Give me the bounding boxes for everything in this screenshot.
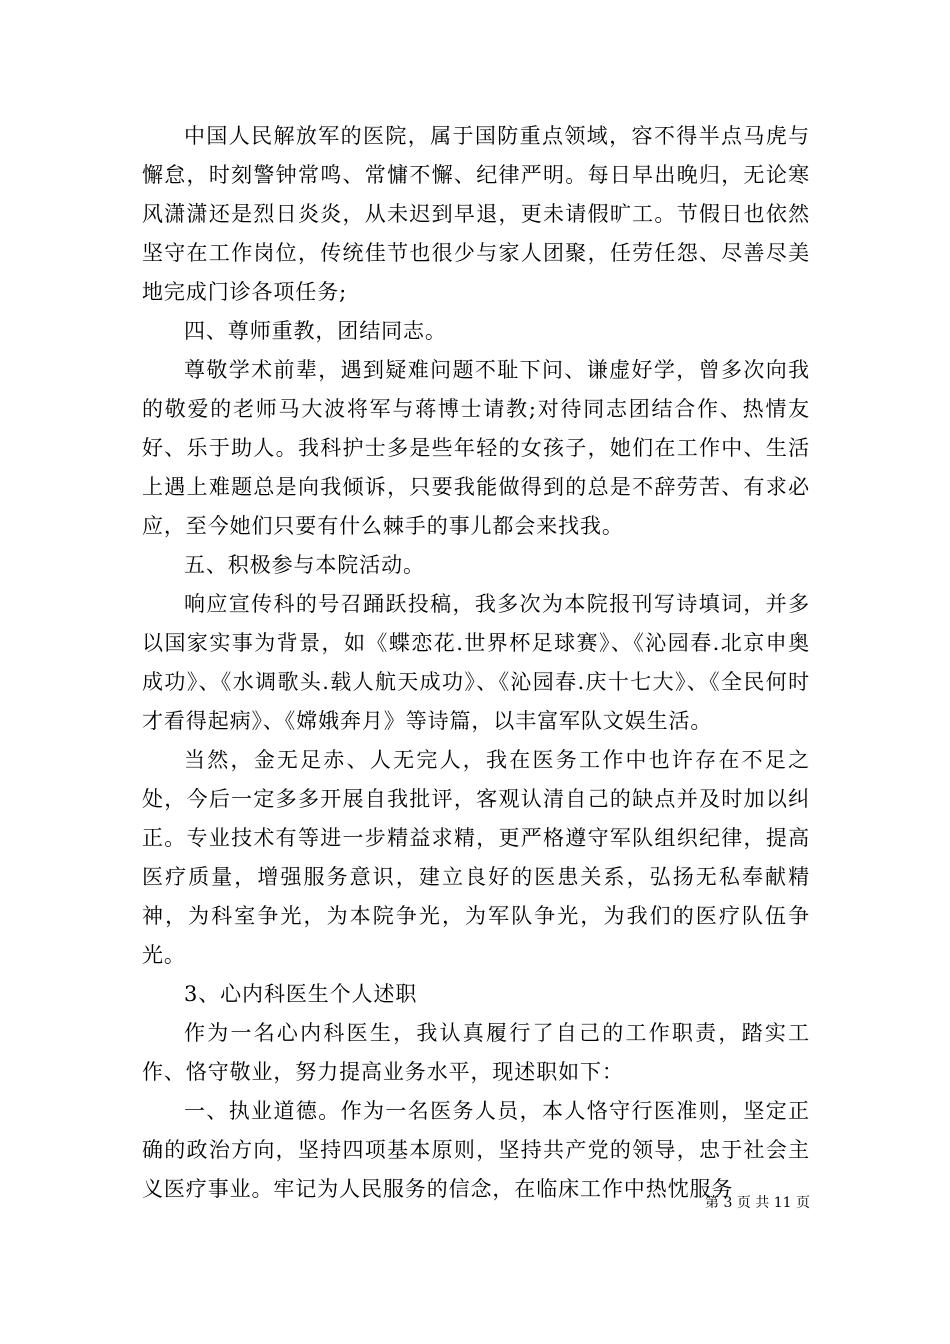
- section-heading-cardiology-report: 3、心内科医生个人述职: [184, 982, 418, 1006]
- paragraph-hospital-activities: 响应宣传科的号召踊跃投稿，我多次为本院报刊写诗填词，并多以国家实事为背景，如《蝶恋花.世界杯足球赛》、《沁园春.北京申奥成功》、《水调歌头.载人航天成功》、《沁园春.庆十七大》、《全民何时才看得起病》、《嫦娥奔月》等诗篇，以丰富军队文娱生活。: [142, 592, 810, 733]
- paragraph-cardiology-intro: 作为一名心内科医生，我认真履行了自己的工作职责，踏实工作、恪守敬业，努力提高业务水平，现述职如下：: [142, 1021, 810, 1084]
- paragraph-respect-teachers: 尊敬学术前辈，遇到疑难问题不耻下问、谦虚好学，曾多次向我的敬爱的老师马大波将军与蒋博士请教;对待同志团结合作、热情友好、乐于助人。我科护士多是些年轻的女孩子，她们在工作中、生活上遇上难题总是向我倾诉，只要我能做得到的总是不辞劳苦、有求必应，至今她们只要有什么棘手的事儿都会来找我。: [142, 358, 810, 538]
- document-body: [142, 117, 810, 1209]
- paragraph-discipline: 中国人民解放军的医院，属于国防重点领域，容不得半点马虎与懈怠，时刻警钟常鸣、常慵不懈、纪律严明。每日早出晚归，无论寒风潇潇还是烈日炎炎，从未迟到早退，更未请假旷工。节假日也依然坚守在工作岗位，传统佳节也很少与家人团聚，任劳任怨、尽善尽美地完成门诊各项任务;: [142, 124, 810, 304]
- page-number: 第 3 页 共 11 页: [705, 1195, 810, 1211]
- paragraph-self-criticism: 当然，金无足赤、人无完人，我在医务工作中也许存在不足之处，今后一定多多开展自我批评，客观认清自己的缺点并及时加以纠正。专业技术有等进一步精益求精，更严格遵守军队组织纪律，提高医疗质量，增强服务意识，建立良好的医患关系，弘扬无私奉献精神，为科室争光，为本院争光，为军队争光，为我们的医疗队伍争光。: [142, 748, 810, 967]
- paragraph-professional-ethics: 一、执业道德。作为一名医务人员，本人恪守行医准则，坚定正确的政治方向，坚持四项基本原则，坚持共产党的领导，忠于社会主义医疗事业。牢记为人民服务的信念，在临床工作中热忱服务: [142, 1099, 810, 1201]
- section-heading-respect-teachers: 四、尊师重教，团结同志。: [184, 319, 447, 343]
- section-heading-hospital-activities: 五、积极参与本院活动。: [184, 553, 425, 577]
